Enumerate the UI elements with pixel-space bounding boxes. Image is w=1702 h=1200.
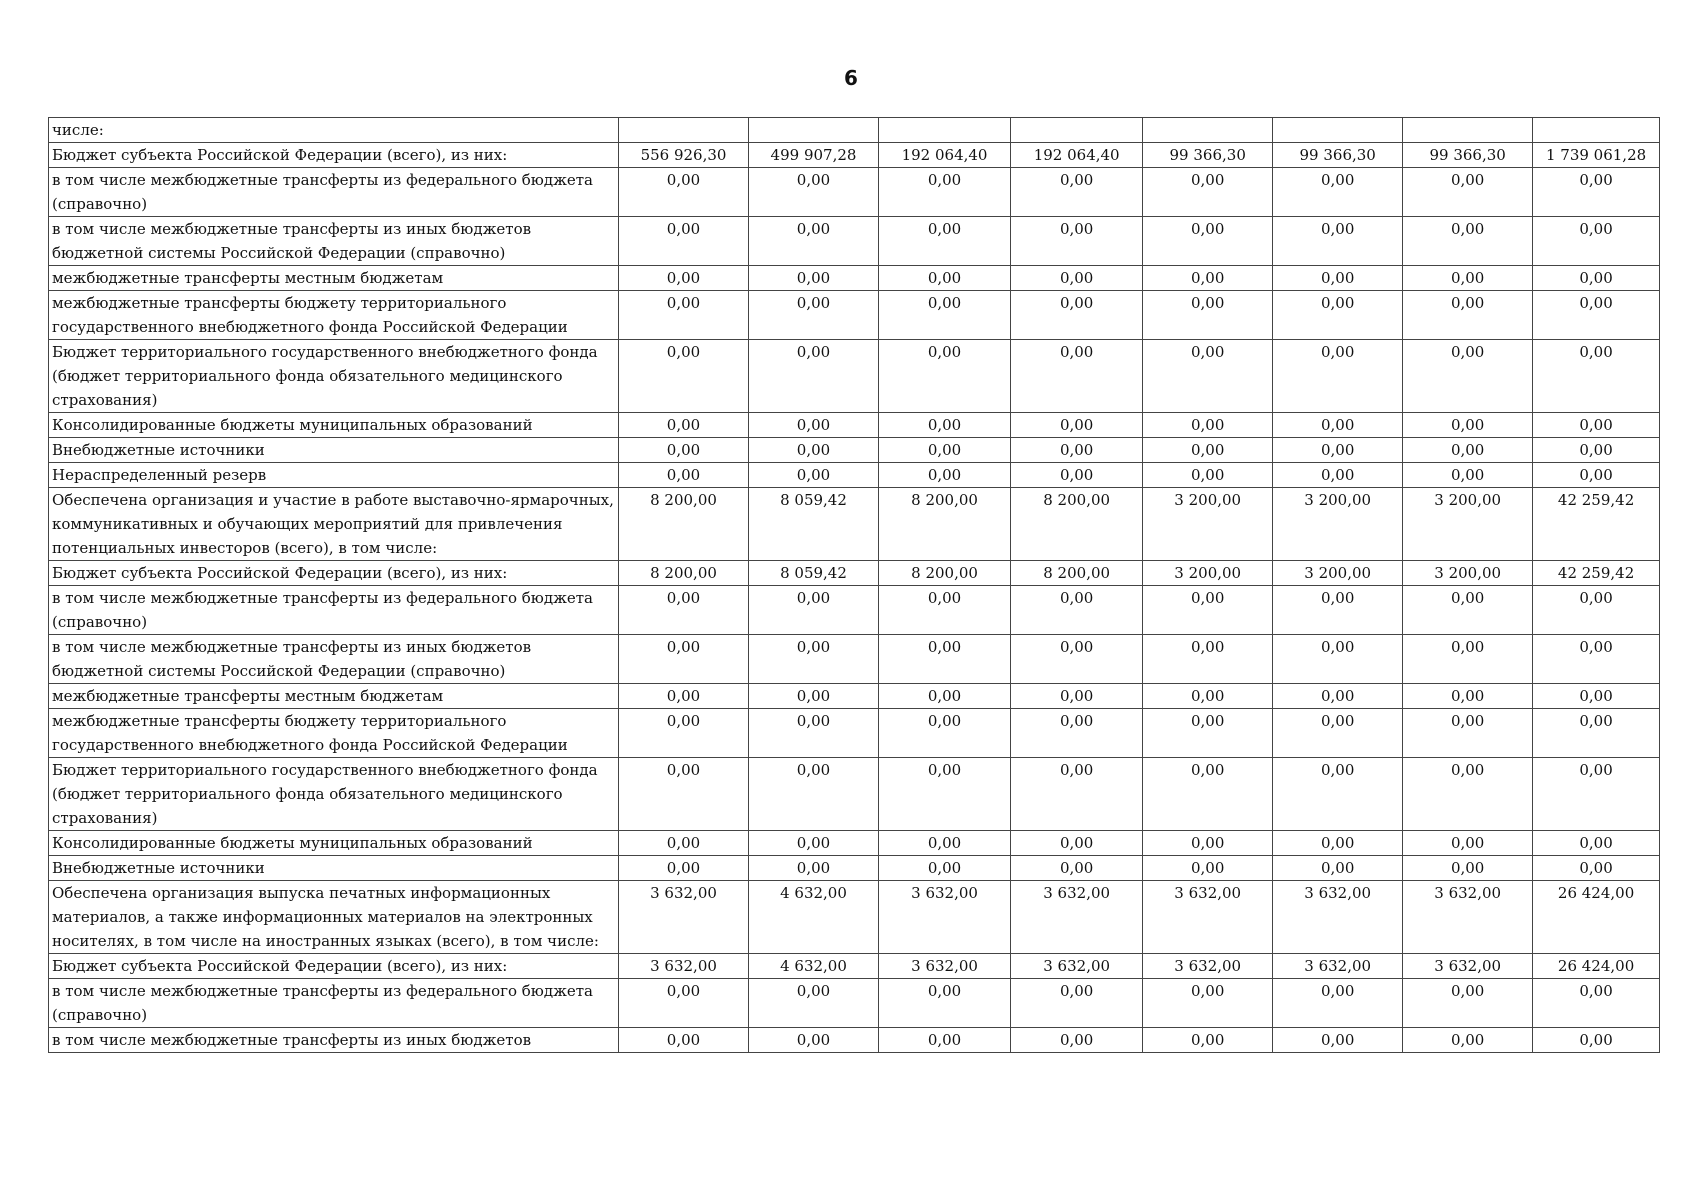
value-cell: 0,00 xyxy=(749,291,879,340)
value-cell: 8 200,00 xyxy=(619,488,749,561)
value-cell: 0,00 xyxy=(1273,709,1403,758)
value-cell: 0,00 xyxy=(1533,438,1660,463)
value-cell: 8 059,42 xyxy=(749,488,879,561)
table-row xyxy=(49,979,1660,1028)
value-cell: 0,00 xyxy=(1273,635,1403,684)
value-cell: 0,00 xyxy=(1533,217,1660,266)
value-cell xyxy=(1403,118,1533,143)
value-cell: 0,00 xyxy=(1011,831,1143,856)
row-label: межбюджетные трансферты местным бюджетам xyxy=(49,266,619,291)
value-cell: 0,00 xyxy=(1533,168,1660,217)
value-cell: 0,00 xyxy=(1403,758,1533,831)
value-cell: 0,00 xyxy=(1011,979,1143,1028)
value-cell: 0,00 xyxy=(619,758,749,831)
value-cell: 99 366,30 xyxy=(1273,143,1403,168)
value-cell: 0,00 xyxy=(749,168,879,217)
value-cell: 0,00 xyxy=(1011,684,1143,709)
value-cell: 0,00 xyxy=(878,168,1010,217)
value-cell: 3 632,00 xyxy=(1403,954,1533,979)
value-cell: 0,00 xyxy=(1403,413,1533,438)
value-cell: 0,00 xyxy=(619,266,749,291)
table-row xyxy=(49,758,1660,831)
value-cell: 0,00 xyxy=(1143,635,1273,684)
value-cell: 0,00 xyxy=(1143,266,1273,291)
budget-table xyxy=(48,117,1660,1053)
value-cell: 0,00 xyxy=(1533,1028,1660,1053)
value-cell: 3 632,00 xyxy=(1273,954,1403,979)
value-cell: 0,00 xyxy=(1403,438,1533,463)
row-label: Обеспечена организация и участие в работе выставочно-ярмарочных, коммуникативных и обучающих мероприятий для привлечения потенциальных инвесторов (всего), в том числе: xyxy=(49,488,619,561)
value-cell: 0,00 xyxy=(878,217,1010,266)
value-cell: 3 632,00 xyxy=(878,881,1010,954)
value-cell: 0,00 xyxy=(1143,586,1273,635)
page-number: 6 xyxy=(844,66,858,90)
table-row xyxy=(49,413,1660,438)
value-cell: 0,00 xyxy=(619,684,749,709)
value-cell xyxy=(1011,118,1143,143)
table-body xyxy=(49,118,1660,1053)
table-row xyxy=(49,168,1660,217)
row-label: в том числе межбюджетные трансферты из иных бюджетов xyxy=(49,1028,619,1053)
value-cell: 0,00 xyxy=(749,709,879,758)
value-cell xyxy=(1143,118,1273,143)
value-cell: 0,00 xyxy=(878,413,1010,438)
value-cell: 0,00 xyxy=(1273,413,1403,438)
table-row xyxy=(49,143,1660,168)
value-cell: 4 632,00 xyxy=(749,954,879,979)
value-cell: 42 259,42 xyxy=(1533,488,1660,561)
value-cell: 0,00 xyxy=(1403,831,1533,856)
value-cell: 0,00 xyxy=(1403,709,1533,758)
value-cell: 0,00 xyxy=(1403,168,1533,217)
value-cell: 3 632,00 xyxy=(1011,881,1143,954)
value-cell: 0,00 xyxy=(749,758,879,831)
value-cell: 0,00 xyxy=(1273,586,1403,635)
value-cell: 0,00 xyxy=(749,266,879,291)
value-cell: 0,00 xyxy=(1011,291,1143,340)
value-cell: 0,00 xyxy=(1143,168,1273,217)
value-cell: 3 632,00 xyxy=(1403,881,1533,954)
value-cell: 0,00 xyxy=(749,1028,879,1053)
value-cell: 0,00 xyxy=(878,291,1010,340)
row-label: межбюджетные трансферты бюджету территориального государственного внебюджетного фонда Российской Федерации xyxy=(49,709,619,758)
value-cell: 3 632,00 xyxy=(878,954,1010,979)
value-cell: 0,00 xyxy=(1533,758,1660,831)
value-cell: 8 200,00 xyxy=(878,488,1010,561)
value-cell: 0,00 xyxy=(749,979,879,1028)
value-cell: 0,00 xyxy=(619,831,749,856)
value-cell: 8 200,00 xyxy=(619,561,749,586)
value-cell: 0,00 xyxy=(878,831,1010,856)
value-cell xyxy=(878,118,1010,143)
value-cell: 99 366,30 xyxy=(1403,143,1533,168)
value-cell: 0,00 xyxy=(1533,413,1660,438)
value-cell: 0,00 xyxy=(878,856,1010,881)
row-label: в том числе межбюджетные трансферты из федерального бюджета (справочно) xyxy=(49,586,619,635)
table-row xyxy=(49,438,1660,463)
value-cell: 8 200,00 xyxy=(1011,561,1143,586)
value-cell: 0,00 xyxy=(878,684,1010,709)
value-cell: 0,00 xyxy=(1273,438,1403,463)
value-cell: 0,00 xyxy=(1273,684,1403,709)
value-cell: 0,00 xyxy=(619,586,749,635)
value-cell xyxy=(1533,118,1660,143)
value-cell: 0,00 xyxy=(1011,438,1143,463)
value-cell: 0,00 xyxy=(1273,168,1403,217)
value-cell: 3 632,00 xyxy=(1143,954,1273,979)
value-cell: 0,00 xyxy=(1143,291,1273,340)
value-cell: 0,00 xyxy=(1403,217,1533,266)
row-label: Бюджет субъекта Российской Федерации (всего), из них: xyxy=(49,143,619,168)
value-cell: 0,00 xyxy=(1533,684,1660,709)
value-cell: 3 632,00 xyxy=(619,954,749,979)
value-cell: 0,00 xyxy=(749,831,879,856)
value-cell: 8 200,00 xyxy=(1011,488,1143,561)
value-cell: 0,00 xyxy=(878,635,1010,684)
value-cell: 0,00 xyxy=(749,413,879,438)
value-cell: 0,00 xyxy=(1403,856,1533,881)
value-cell: 0,00 xyxy=(878,758,1010,831)
value-cell: 0,00 xyxy=(1143,856,1273,881)
table-row xyxy=(49,118,1660,143)
table-row xyxy=(49,586,1660,635)
table-row xyxy=(49,1028,1660,1053)
value-cell: 556 926,30 xyxy=(619,143,749,168)
value-cell: 0,00 xyxy=(619,463,749,488)
value-cell: 192 064,40 xyxy=(878,143,1010,168)
value-cell: 0,00 xyxy=(749,438,879,463)
value-cell: 3 200,00 xyxy=(1143,488,1273,561)
value-cell: 0,00 xyxy=(1011,635,1143,684)
value-cell: 0,00 xyxy=(1403,979,1533,1028)
table-row xyxy=(49,463,1660,488)
value-cell: 0,00 xyxy=(1533,340,1660,413)
row-label: Бюджет субъекта Российской Федерации (всего), из них: xyxy=(49,954,619,979)
value-cell: 0,00 xyxy=(619,413,749,438)
value-cell: 0,00 xyxy=(1143,413,1273,438)
value-cell: 0,00 xyxy=(1143,979,1273,1028)
value-cell: 0,00 xyxy=(1403,266,1533,291)
value-cell: 0,00 xyxy=(619,168,749,217)
table-row xyxy=(49,340,1660,413)
value-cell: 0,00 xyxy=(1273,340,1403,413)
value-cell: 0,00 xyxy=(878,438,1010,463)
value-cell: 0,00 xyxy=(1143,758,1273,831)
value-cell: 0,00 xyxy=(619,340,749,413)
value-cell: 0,00 xyxy=(1273,463,1403,488)
value-cell: 42 259,42 xyxy=(1533,561,1660,586)
value-cell: 0,00 xyxy=(619,856,749,881)
value-cell: 0,00 xyxy=(749,684,879,709)
row-label: Консолидированные бюджеты муниципальных образований xyxy=(49,831,619,856)
value-cell: 0,00 xyxy=(749,463,879,488)
value-cell: 3 200,00 xyxy=(1273,561,1403,586)
value-cell: 0,00 xyxy=(619,709,749,758)
value-cell: 3 632,00 xyxy=(619,881,749,954)
value-cell xyxy=(619,118,749,143)
value-cell: 192 064,40 xyxy=(1011,143,1143,168)
value-cell: 0,00 xyxy=(1143,438,1273,463)
value-cell: 0,00 xyxy=(878,979,1010,1028)
value-cell: 0,00 xyxy=(1011,586,1143,635)
value-cell: 0,00 xyxy=(1143,684,1273,709)
row-label: Обеспечена организация выпуска печатных информационных материалов, а также информационных материалов на электронных носителях, в том числе на иностранных языках (всего), в том числе: xyxy=(49,881,619,954)
table-row xyxy=(49,488,1660,561)
table-row xyxy=(49,856,1660,881)
value-cell: 0,00 xyxy=(1011,758,1143,831)
table-row xyxy=(49,217,1660,266)
value-cell: 0,00 xyxy=(1533,979,1660,1028)
value-cell: 0,00 xyxy=(619,438,749,463)
table-row xyxy=(49,954,1660,979)
value-cell: 0,00 xyxy=(1143,340,1273,413)
value-cell: 3 200,00 xyxy=(1273,488,1403,561)
value-cell: 4 632,00 xyxy=(749,881,879,954)
value-cell: 0,00 xyxy=(1533,266,1660,291)
row-label: Нераспределенный резерв xyxy=(49,463,619,488)
value-cell: 0,00 xyxy=(878,709,1010,758)
value-cell: 0,00 xyxy=(1403,463,1533,488)
value-cell: 0,00 xyxy=(1533,856,1660,881)
value-cell: 0,00 xyxy=(1011,340,1143,413)
value-cell: 0,00 xyxy=(619,1028,749,1053)
row-label: в том числе межбюджетные трансферты из федерального бюджета (справочно) xyxy=(49,979,619,1028)
value-cell: 3 200,00 xyxy=(1403,488,1533,561)
value-cell: 0,00 xyxy=(1533,463,1660,488)
row-label: межбюджетные трансферты бюджету территориального государственного внебюджетного фонда Российской Федерации xyxy=(49,291,619,340)
value-cell: 0,00 xyxy=(878,340,1010,413)
value-cell: 0,00 xyxy=(749,340,879,413)
value-cell: 8 200,00 xyxy=(878,561,1010,586)
row-label: Бюджет территориального государственного внебюджетного фонда (бюджет территориального фонда обязательного медицинского страхования) xyxy=(49,758,619,831)
row-label: в том числе межбюджетные трансферты из иных бюджетов бюджетной системы Российской Федерации (справочно) xyxy=(49,217,619,266)
value-cell: 499 907,28 xyxy=(749,143,879,168)
value-cell: 0,00 xyxy=(1533,635,1660,684)
value-cell: 0,00 xyxy=(1011,266,1143,291)
value-cell: 0,00 xyxy=(1011,709,1143,758)
table-row xyxy=(49,709,1660,758)
value-cell: 0,00 xyxy=(1143,709,1273,758)
table-row xyxy=(49,291,1660,340)
table-row xyxy=(49,684,1660,709)
value-cell: 0,00 xyxy=(1403,684,1533,709)
row-label: межбюджетные трансферты местным бюджетам xyxy=(49,684,619,709)
table-row xyxy=(49,635,1660,684)
value-cell: 0,00 xyxy=(1011,413,1143,438)
table-row xyxy=(49,881,1660,954)
row-label: Бюджет субъекта Российской Федерации (всего), из них: xyxy=(49,561,619,586)
value-cell: 26 424,00 xyxy=(1533,881,1660,954)
row-label: в том числе межбюджетные трансферты из федерального бюджета (справочно) xyxy=(49,168,619,217)
table-row xyxy=(49,266,1660,291)
value-cell: 0,00 xyxy=(749,635,879,684)
value-cell: 0,00 xyxy=(1273,1028,1403,1053)
value-cell: 0,00 xyxy=(1273,266,1403,291)
value-cell xyxy=(1273,118,1403,143)
value-cell: 0,00 xyxy=(1143,1028,1273,1053)
value-cell: 26 424,00 xyxy=(1533,954,1660,979)
value-cell: 0,00 xyxy=(1273,856,1403,881)
value-cell: 0,00 xyxy=(749,586,879,635)
table-row xyxy=(49,561,1660,586)
value-cell: 0,00 xyxy=(1011,856,1143,881)
value-cell: 99 366,30 xyxy=(1143,143,1273,168)
value-cell: 0,00 xyxy=(749,856,879,881)
value-cell: 0,00 xyxy=(1533,831,1660,856)
value-cell: 0,00 xyxy=(1403,291,1533,340)
value-cell: 0,00 xyxy=(619,979,749,1028)
value-cell: 0,00 xyxy=(1403,635,1533,684)
value-cell: 0,00 xyxy=(1533,586,1660,635)
value-cell: 0,00 xyxy=(1533,291,1660,340)
value-cell: 0,00 xyxy=(619,635,749,684)
value-cell: 0,00 xyxy=(1403,586,1533,635)
value-cell: 0,00 xyxy=(878,1028,1010,1053)
row-label: в том числе межбюджетные трансферты из иных бюджетов бюджетной системы Российской Федерации (справочно) xyxy=(49,635,619,684)
value-cell: 0,00 xyxy=(1011,217,1143,266)
value-cell: 3 200,00 xyxy=(1143,561,1273,586)
value-cell: 0,00 xyxy=(1273,758,1403,831)
value-cell: 0,00 xyxy=(1403,340,1533,413)
row-label: числе: xyxy=(49,118,619,143)
row-label: Консолидированные бюджеты муниципальных образований xyxy=(49,413,619,438)
row-label: Внебюджетные источники xyxy=(49,438,619,463)
value-cell: 0,00 xyxy=(1273,979,1403,1028)
value-cell: 0,00 xyxy=(1143,217,1273,266)
value-cell: 0,00 xyxy=(1011,1028,1143,1053)
value-cell: 3 200,00 xyxy=(1403,561,1533,586)
value-cell: 3 632,00 xyxy=(1273,881,1403,954)
row-label: Внебюджетные источники xyxy=(49,856,619,881)
value-cell: 0,00 xyxy=(878,266,1010,291)
value-cell: 0,00 xyxy=(878,463,1010,488)
value-cell: 0,00 xyxy=(1403,1028,1533,1053)
value-cell: 0,00 xyxy=(1533,709,1660,758)
value-cell: 0,00 xyxy=(1143,463,1273,488)
value-cell: 0,00 xyxy=(1273,217,1403,266)
value-cell: 8 059,42 xyxy=(749,561,879,586)
value-cell: 3 632,00 xyxy=(1143,881,1273,954)
value-cell: 0,00 xyxy=(1011,463,1143,488)
value-cell: 0,00 xyxy=(749,217,879,266)
value-cell xyxy=(749,118,879,143)
value-cell: 0,00 xyxy=(619,217,749,266)
value-cell: 0,00 xyxy=(878,586,1010,635)
value-cell: 0,00 xyxy=(1143,831,1273,856)
row-label: Бюджет территориального государственного внебюджетного фонда (бюджет территориального фонда обязательного медицинского страхования) xyxy=(49,340,619,413)
value-cell: 0,00 xyxy=(1273,291,1403,340)
value-cell: 0,00 xyxy=(1011,168,1143,217)
value-cell: 0,00 xyxy=(619,291,749,340)
value-cell: 0,00 xyxy=(1273,831,1403,856)
table-row xyxy=(49,831,1660,856)
value-cell: 1 739 061,28 xyxy=(1533,143,1660,168)
value-cell: 3 632,00 xyxy=(1011,954,1143,979)
